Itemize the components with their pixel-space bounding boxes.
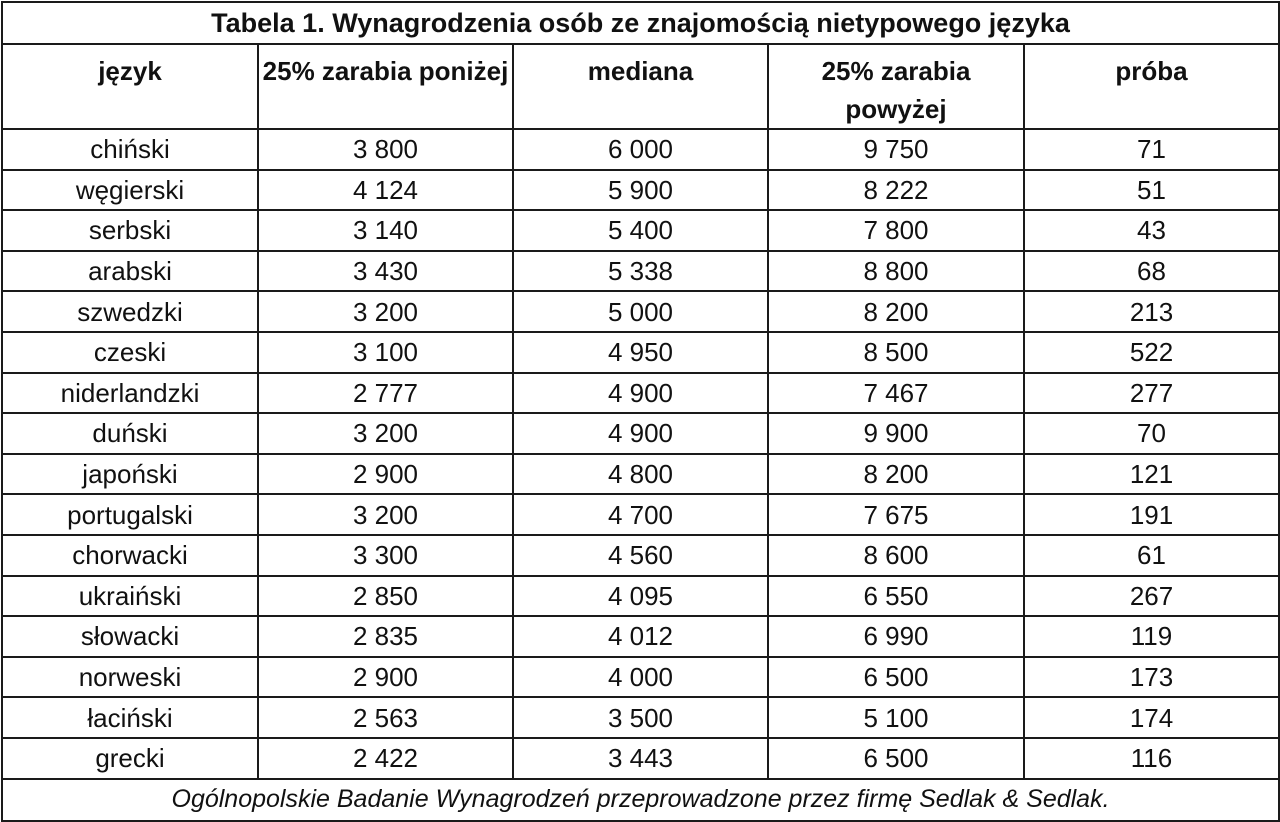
- cell-language: duński: [2, 413, 258, 454]
- table-row: [2, 251, 1279, 292]
- cell-language: ukraiński: [2, 576, 258, 617]
- cell-sample: 267: [1024, 576, 1279, 617]
- cell-upper-quartile: 6 550: [768, 576, 1024, 617]
- cell-language: niderlandzki: [2, 373, 258, 414]
- cell-sample: 119: [1024, 616, 1279, 657]
- cell-lower-quartile: 3 200: [258, 291, 513, 332]
- cell-upper-quartile: 8 222: [768, 170, 1024, 211]
- cell-sample: 522: [1024, 332, 1279, 373]
- cell-upper-quartile: 6 500: [768, 738, 1024, 779]
- cell-upper-quartile: 8 200: [768, 454, 1024, 495]
- cell-median: 4 560: [513, 535, 768, 576]
- cell-median: 4 700: [513, 494, 768, 535]
- cell-median: 6 000: [513, 129, 768, 170]
- column-header-sample: próba: [1024, 44, 1279, 129]
- table-body: [2, 129, 1279, 779]
- cell-upper-quartile: 6 500: [768, 657, 1024, 698]
- cell-lower-quartile: 4 124: [258, 170, 513, 211]
- cell-language: słowacki: [2, 616, 258, 657]
- cell-median: 4 900: [513, 413, 768, 454]
- cell-median: 4 095: [513, 576, 768, 617]
- header-row: [2, 44, 1279, 129]
- table-row: [2, 413, 1279, 454]
- cell-sample: 277: [1024, 373, 1279, 414]
- table-row: [2, 738, 1279, 779]
- column-header-upper-quartile: 25% zarabia powyżej: [768, 44, 1024, 129]
- column-header-median: mediana: [513, 44, 768, 129]
- cell-sample: 51: [1024, 170, 1279, 211]
- cell-language: japoński: [2, 454, 258, 495]
- cell-upper-quartile: 7 800: [768, 210, 1024, 251]
- cell-language: grecki: [2, 738, 258, 779]
- cell-median: 3 500: [513, 697, 768, 738]
- cell-median: 4 012: [513, 616, 768, 657]
- cell-median: 3 443: [513, 738, 768, 779]
- cell-lower-quartile: 2 900: [258, 657, 513, 698]
- cell-language: węgierski: [2, 170, 258, 211]
- table-row: [2, 454, 1279, 495]
- cell-median: 5 900: [513, 170, 768, 211]
- cell-language: serbski: [2, 210, 258, 251]
- table-row: [2, 373, 1279, 414]
- table-row: [2, 535, 1279, 576]
- table-row: [2, 494, 1279, 535]
- table-row: [2, 170, 1279, 211]
- cell-language: norweski: [2, 657, 258, 698]
- cell-sample: 213: [1024, 291, 1279, 332]
- cell-lower-quartile: 3 200: [258, 413, 513, 454]
- table-row: [2, 657, 1279, 698]
- cell-lower-quartile: 2 777: [258, 373, 513, 414]
- cell-median: 4 950: [513, 332, 768, 373]
- cell-sample: 68: [1024, 251, 1279, 292]
- cell-median: 5 000: [513, 291, 768, 332]
- cell-upper-quartile: 9 900: [768, 413, 1024, 454]
- cell-median: 4 900: [513, 373, 768, 414]
- cell-upper-quartile: 8 800: [768, 251, 1024, 292]
- column-header-language: język: [2, 44, 258, 129]
- cell-lower-quartile: 2 900: [258, 454, 513, 495]
- table-row: [2, 332, 1279, 373]
- cell-lower-quartile: 3 140: [258, 210, 513, 251]
- cell-median: 4 800: [513, 454, 768, 495]
- cell-sample: 174: [1024, 697, 1279, 738]
- cell-sample: 116: [1024, 738, 1279, 779]
- cell-median: 5 338: [513, 251, 768, 292]
- cell-language: łaciński: [2, 697, 258, 738]
- cell-language: portugalski: [2, 494, 258, 535]
- cell-sample: 121: [1024, 454, 1279, 495]
- cell-lower-quartile: 3 300: [258, 535, 513, 576]
- cell-sample: 70: [1024, 413, 1279, 454]
- cell-median: 4 000: [513, 657, 768, 698]
- cell-language: chiński: [2, 129, 258, 170]
- cell-lower-quartile: 3 200: [258, 494, 513, 535]
- table-title: Tabela 1. Wynagrodzenia osób ze znajomością nietypowego języka: [2, 2, 1279, 44]
- table-row: [2, 697, 1279, 738]
- cell-sample: 173: [1024, 657, 1279, 698]
- table-row: [2, 291, 1279, 332]
- cell-median: 5 400: [513, 210, 768, 251]
- cell-sample: 191: [1024, 494, 1279, 535]
- cell-language: szwedzki: [2, 291, 258, 332]
- table-row: [2, 129, 1279, 170]
- cell-lower-quartile: 2 850: [258, 576, 513, 617]
- cell-lower-quartile: 2 422: [258, 738, 513, 779]
- cell-upper-quartile: 6 990: [768, 616, 1024, 657]
- cell-language: czeski: [2, 332, 258, 373]
- cell-language: chorwacki: [2, 535, 258, 576]
- cell-upper-quartile: 8 600: [768, 535, 1024, 576]
- table-footnote: Ogólnopolskie Badanie Wynagrodzeń przeprowadzone przez firmę Sedlak & Sedlak.: [2, 779, 1279, 821]
- cell-lower-quartile: 3 800: [258, 129, 513, 170]
- column-header-lower-quartile: 25% zarabia poniżej: [258, 44, 513, 129]
- cell-sample: 71: [1024, 129, 1279, 170]
- cell-sample: 43: [1024, 210, 1279, 251]
- cell-sample: 61: [1024, 535, 1279, 576]
- cell-upper-quartile: 7 675: [768, 494, 1024, 535]
- cell-upper-quartile: 8 200: [768, 291, 1024, 332]
- cell-lower-quartile: 2 835: [258, 616, 513, 657]
- cell-lower-quartile: 2 563: [258, 697, 513, 738]
- cell-lower-quartile: 3 100: [258, 332, 513, 373]
- cell-upper-quartile: 9 750: [768, 129, 1024, 170]
- cell-upper-quartile: 5 100: [768, 697, 1024, 738]
- table-row: [2, 210, 1279, 251]
- cell-lower-quartile: 3 430: [258, 251, 513, 292]
- cell-upper-quartile: 8 500: [768, 332, 1024, 373]
- salary-table: [1, 1, 1280, 822]
- cell-upper-quartile: 7 467: [768, 373, 1024, 414]
- table-row: [2, 616, 1279, 657]
- table-row: [2, 576, 1279, 617]
- cell-language: arabski: [2, 251, 258, 292]
